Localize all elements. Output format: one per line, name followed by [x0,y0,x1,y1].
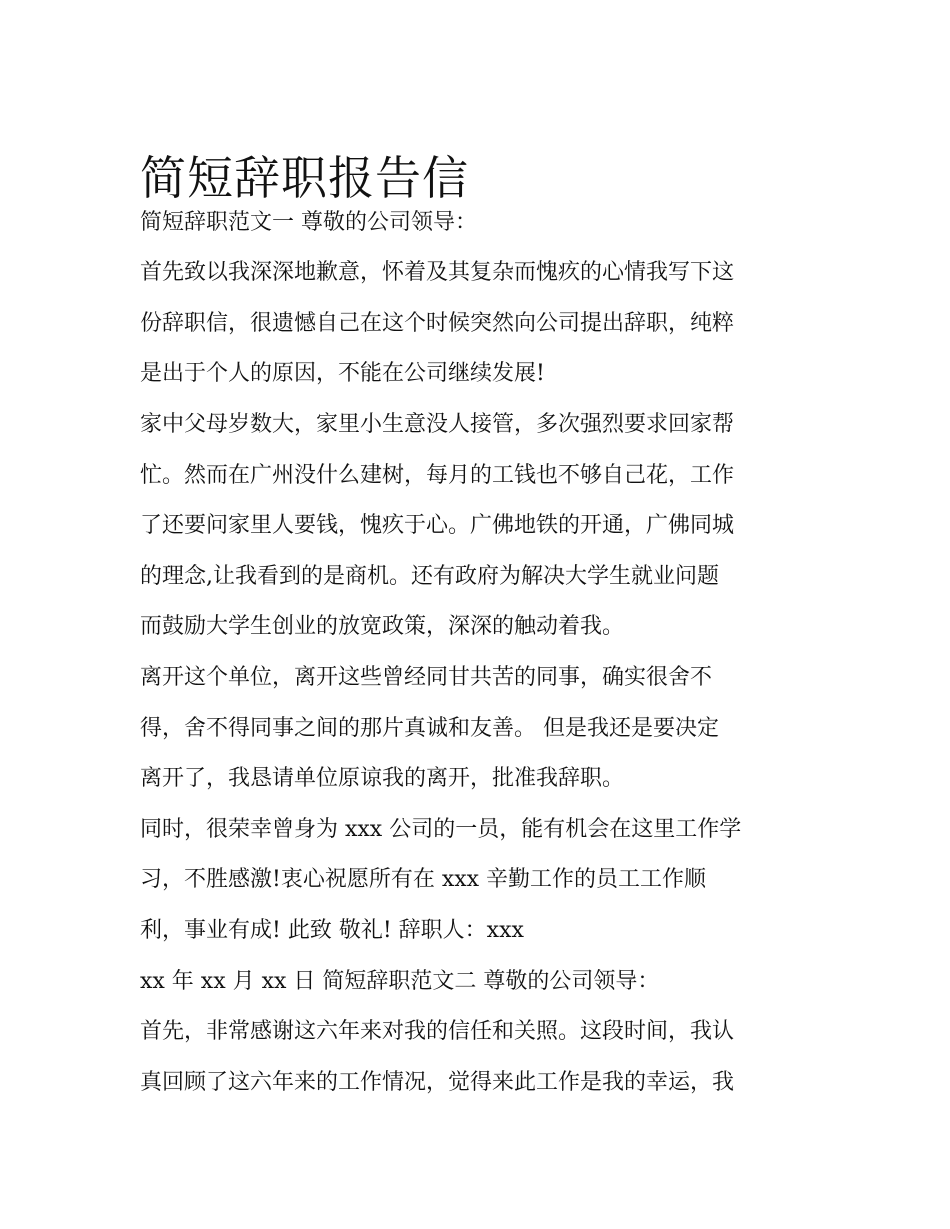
text-line-6: 忙。然而在广州没什么建树，每月的工钱也不够自己花，工作 [140,463,735,488]
text-line-17: 首先，非常感谢这六年来对我的信任和关照。这段时间，我认 [140,1019,735,1044]
text-line-10: 离开这个单位，离开这些曾经同甘共苦的同事，确实很舍不 [140,665,713,690]
text-line-5: 家中父母岁数大，家里小生意没人接管，多次强烈要求回家帮 [140,412,735,437]
text-line-3: 份辞职信，很遗憾自己在这个时候突然向公司提出辞职，纯粹 [140,311,735,336]
text-line-1: 简短辞职范文一 尊敬的公司领导： [140,210,477,235]
text-line-9: 而鼓励大学生创业的放宽政策，深深的触动着我。 [140,614,625,639]
text-line-18: 真回顾了这六年来的工作情况，觉得来此工作是我的幸运，我 [140,1070,735,1095]
text-line-15: 利，事业有成! 此致 敬礼! 辞职人：xxx [140,918,524,943]
text-line-13: 同时，很荣幸曾身为 xxx 公司的一员，能有机会在这里工作学 [140,817,742,842]
text-line-12: 离开了，我恳请单位原谅我的离开，批准我辞职。 [140,766,625,791]
text-line-2: 首先致以我深深地歉意，怀着及其复杂而愧疚的心情我写下这 [140,260,735,285]
document-title: 简短辞职报告信 [140,150,469,205]
text-line-8: 的理念,让我看到的是商机。还有政府为解决大学生就业问题 [140,564,719,589]
text-line-4: 是出于个人的原因，不能在公司继续发展! [140,361,545,386]
text-line-7: 了还要问家里人要钱，愧疚于心。广佛地铁的开通，广佛同城 [140,513,735,538]
text-line-14: 习，不胜感激!衷心祝愿所有在 xxx 辛勤工作的员工工作顺 [140,867,707,892]
text-line-16: xx 年 xx 月 xx 日 简短辞职范文二 尊敬的公司领导： [140,969,660,994]
text-line-11: 得，舍不得同事之间的那片真诚和友善。 但是我还是要决定 [140,716,719,741]
